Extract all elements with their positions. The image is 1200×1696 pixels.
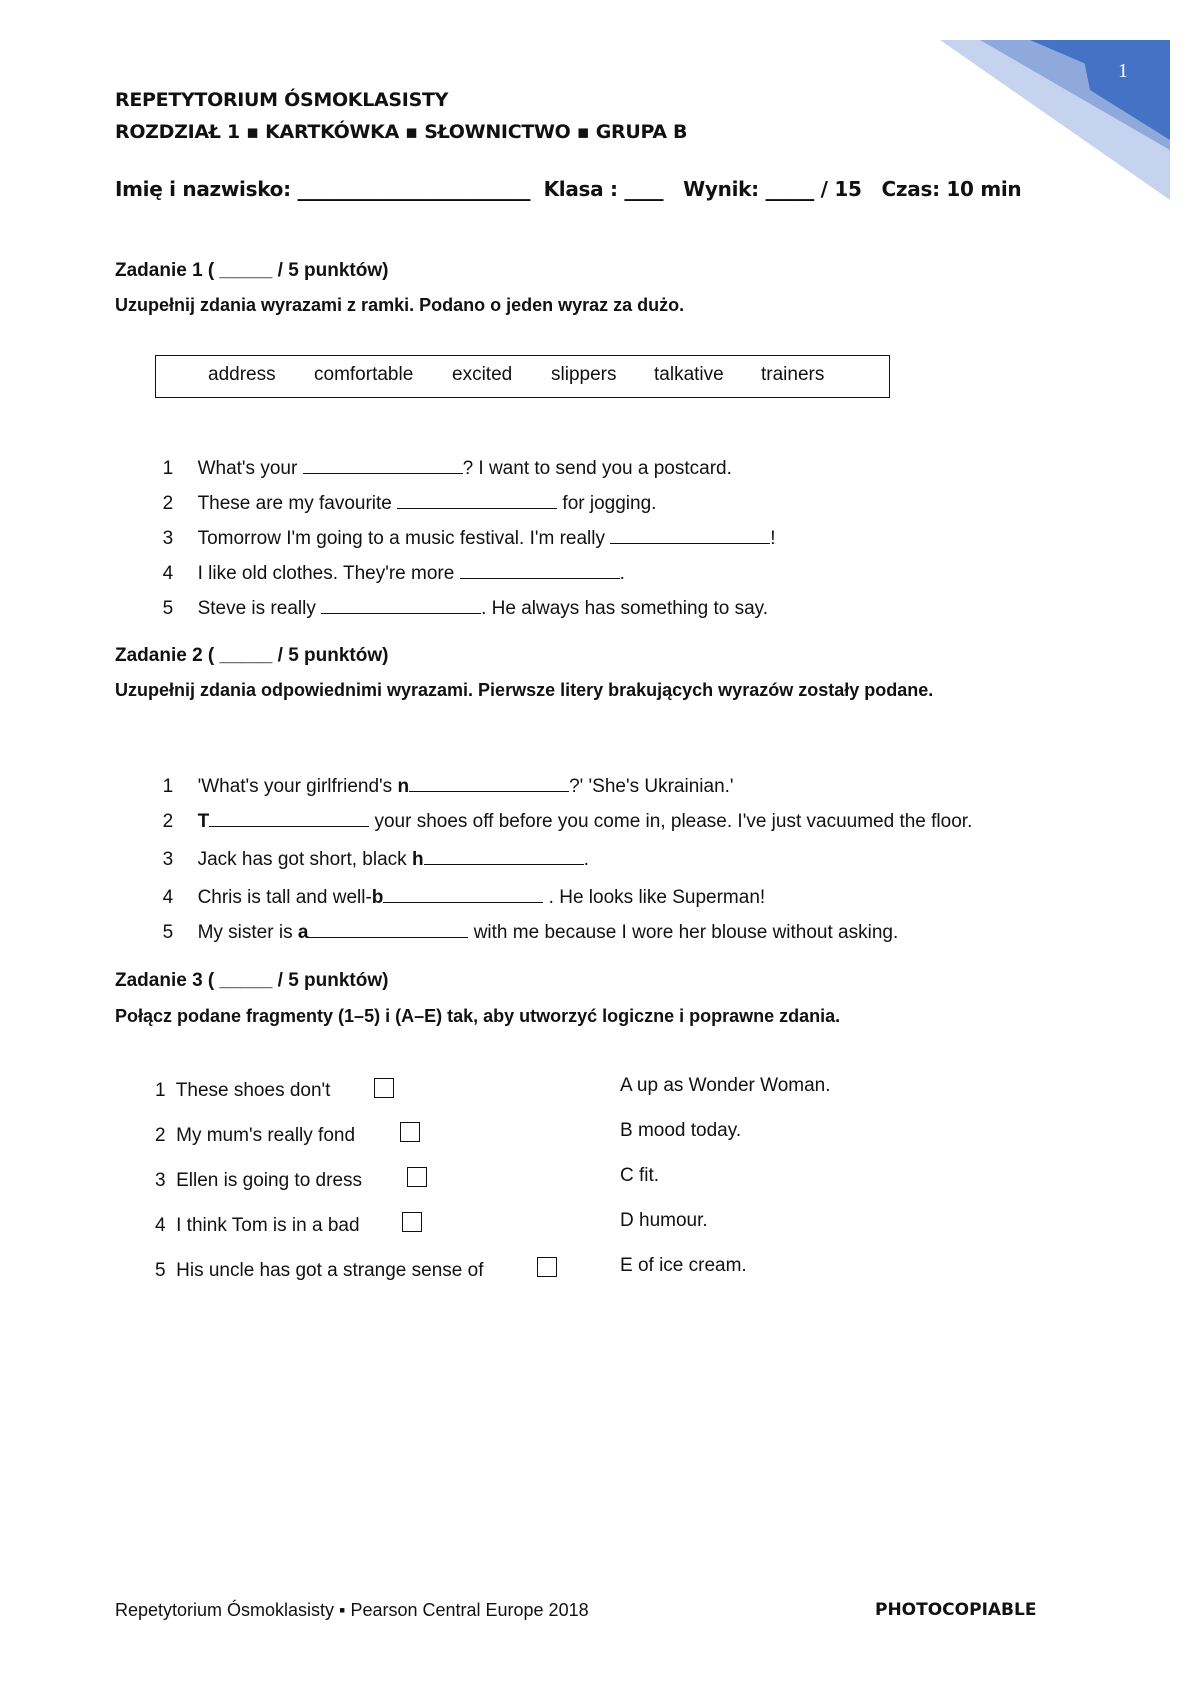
word-box [155,355,890,398]
answer-blank[interactable] [321,597,481,614]
match-left-item: 2 My mum's really fond [155,1125,356,1146]
header-title: REPETYTORIUM ÓSMOKLASISTY [115,89,449,111]
match-right-item: C fit. [620,1165,660,1186]
task1-instruction: Uzupełnij zdania wyrazami z ramki. Podano o jeden wyraz za dużo. [115,295,685,315]
task2-title: Zadanie 2 ( _____ / 5 punktów) [115,645,389,666]
match-left-item: 4 I think Tom is in a bad [155,1215,360,1236]
match-right-item: E of ice cream. [620,1255,747,1276]
answer-checkbox[interactable] [400,1122,420,1142]
word-box-item: address [208,364,276,385]
task1-item: 4 I like old clothes. They're more . [162,563,625,584]
footer-publisher: Repetytorium Ósmoklasisty ▪ Pearson Central Europe 2018 [115,1600,589,1620]
task1-item: 2 These are my favourite for jogging. [162,493,657,514]
word-box-item: trainers [761,364,825,385]
task1-item: 3 Tomorrow I'm going to a music festival. I'm really ! [162,528,776,549]
student-info-line: Imię i nazwisko: ________________________ Klasa : ____ Wynik: _____ / 15 Czas: 10 min [115,177,1022,201]
match-right-item: D humour. [620,1210,708,1231]
word-box-item: comfortable [314,364,414,385]
answer-blank[interactable] [209,810,369,827]
task1-item: 5 Steve is really . He always has something to say. [162,598,769,619]
match-left-item: 5 His uncle has got a strange sense of [155,1260,484,1281]
task1-item: 1 What's your ? I want to send you a postcard. [162,458,732,479]
match-left-item: 3 Ellen is going to dress [155,1170,363,1191]
task2-item: 3 Jack has got short, black h . [162,849,589,870]
task1-title: Zadanie 1 ( _____ / 5 punktów) [115,260,389,281]
footer-photocopiable: PHOTOCOPIABLE [875,1600,1037,1620]
task2-item: 4 Chris is tall and well-b . He looks like Superman! [162,887,766,908]
answer-checkbox[interactable] [407,1167,427,1187]
word-box-item: slippers [551,364,617,385]
task3-instruction: Połącz podane fragmenty (1–5) i (A–E) tak, aby utworzyć logiczne i poprawne zdania. [115,1006,841,1026]
match-right-item: B mood today. [620,1120,742,1141]
answer-checkbox[interactable] [402,1212,422,1232]
header-subtitle: ROZDZIAŁ 1 ▪ KARTKÓWKA ▪ SŁOWNICTWO ▪ GRUPA B [115,121,688,143]
task2-item: 1 'What's your girlfriend's n ?' 'She's Ukrainian.' [162,776,734,797]
answer-blank[interactable] [610,527,770,544]
task2-item: 2 T your shoes off before you come in, please. I've just vacuumed the floor. [162,811,973,832]
answer-blank[interactable] [424,848,584,865]
task2-instruction: Uzupełnij zdania odpowiednimi wyrazami. Pierwsze litery brakujących wyrazów zostały podane. [115,680,934,700]
word-box-item: excited [452,364,513,385]
task2-item: 5 My sister is a with me because I wore her blouse without asking. [162,922,899,943]
answer-checkbox[interactable] [537,1257,557,1277]
word-box-item: talkative [654,364,724,385]
task3-title: Zadanie 3 ( _____ / 5 punktów) [115,970,389,991]
match-left-item: 1 These shoes don't [155,1080,331,1101]
page-number: 1 [1118,60,1128,82]
match-right-item: A up as Wonder Woman. [620,1075,831,1096]
answer-blank[interactable] [308,921,468,938]
answer-checkbox[interactable] [374,1078,394,1098]
